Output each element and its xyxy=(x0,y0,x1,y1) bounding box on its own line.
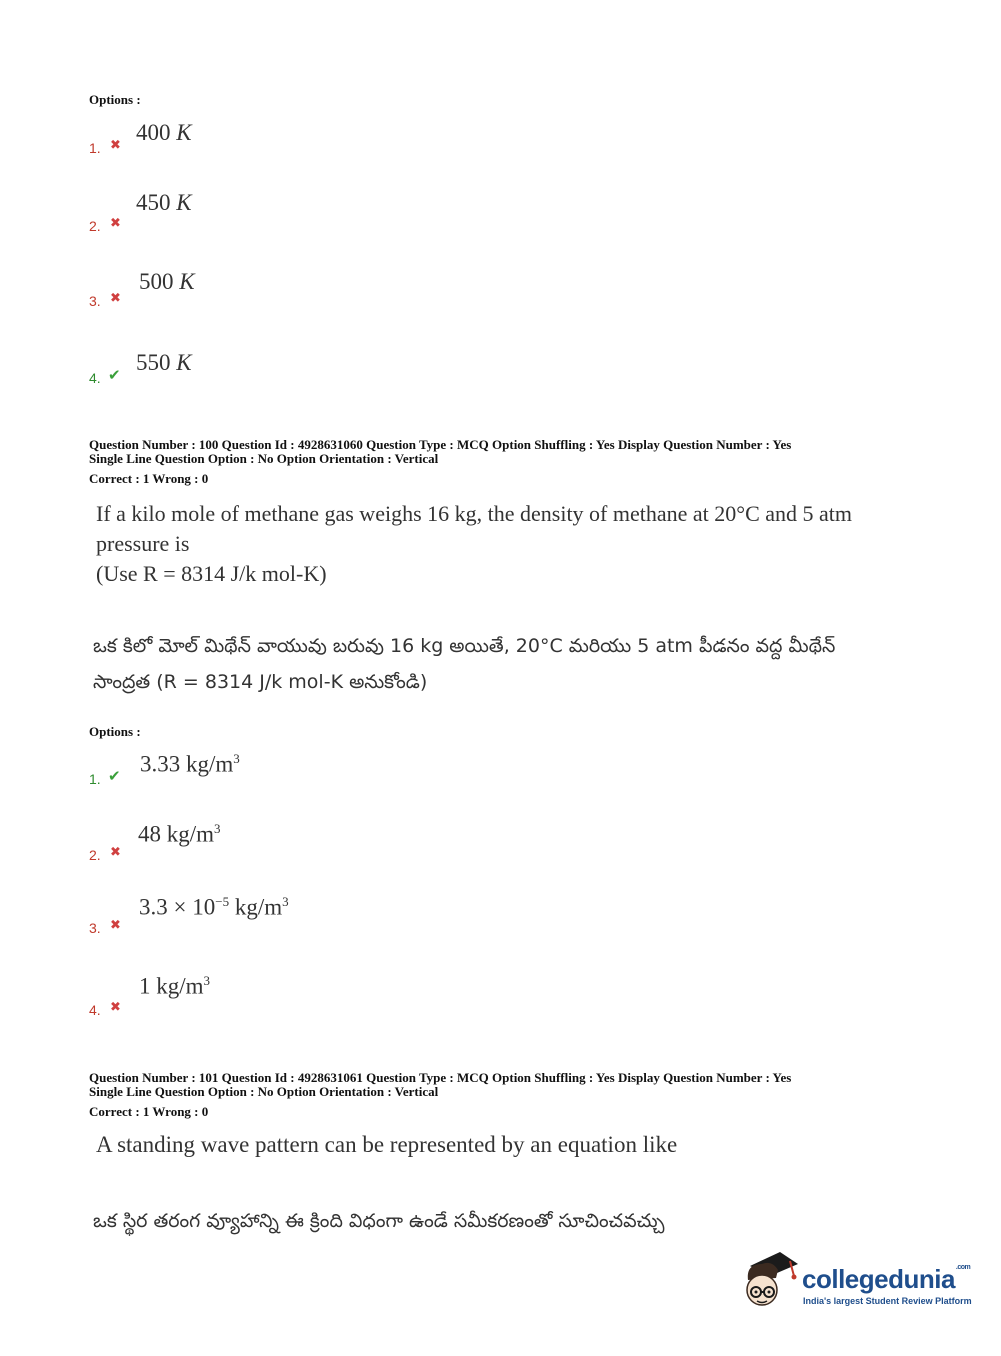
question-score: Correct : 1 Wrong : 0 xyxy=(89,471,209,486)
telugu-line2: సాంద్రత (R = 8314 J/k mol-K అనుకోండి) xyxy=(93,671,428,693)
option-text: 400 K xyxy=(136,120,192,145)
telugu-line1: ఒక కిలో మోల్ మిథేన్ వాయువు బరువు 16 kg అయితే, 20°C మరియు 5 atm పీడనం వద్ద మీథేన్ xyxy=(93,635,836,657)
option-text: 1 $kg/m^3$ xyxy=(139,973,211,999)
option-number: 2. xyxy=(89,847,101,863)
wrong-mark-icon: ✖ xyxy=(110,918,121,933)
option-number: 1. xyxy=(89,771,101,787)
logo-tagline: India's largest Student Review Platform xyxy=(803,1296,972,1306)
question-text-telugu: ఒక స్థిర తరంగ వ్యూహాన్ని ఈ క్రింది విధంగా ఉండే సమీకరణంతో సూచించవచ్చు xyxy=(93,1210,665,1232)
question-meta-line1: Question Number : 100 Question Id : 4928631060 Question Type : MCQ Option Shuffling : Yes Display Question Number : Yes xyxy=(89,437,792,452)
wrong-mark-icon: ✖ xyxy=(110,1000,121,1015)
check-mark-icon: ✔ xyxy=(108,366,121,384)
wrong-mark-icon: ✖ xyxy=(110,216,121,231)
option-number: 4. xyxy=(89,370,101,386)
question-score: Correct : 1 Wrong : 0 xyxy=(89,1104,209,1119)
wrong-mark-icon: ✖ xyxy=(110,138,121,153)
question-meta-line2: Single Line Question Option : No Option Orientation : Vertical xyxy=(89,1084,439,1099)
question-text-line1: If a kilo mole of methane gas weighs 16 kg, the density of methane at 20°C and 5 atm xyxy=(96,501,853,526)
question-meta-line2: Single Line Question Option : No Option Orientation : Vertical xyxy=(89,451,439,466)
option-text: $3.3 \times 10^{-5}$ $kg/m^3$ xyxy=(139,894,289,920)
collegedunia-logo xyxy=(740,1250,970,1312)
logo-name: collegedunia xyxy=(802,1264,955,1294)
option-number: 3. xyxy=(89,920,101,936)
options-label: Options : xyxy=(89,92,141,107)
question-text-line3: (Use R = 8314 J/k mol-K) xyxy=(96,561,327,586)
option-text: 500 K xyxy=(139,269,195,294)
option-number: 2. xyxy=(89,218,101,234)
question-meta-line1: Question Number : 101 Question Id : 4928631061 Question Type : MCQ Option Shuffling : Yes Display Question Number : Yes xyxy=(89,1070,792,1085)
wrong-mark-icon: ✖ xyxy=(110,845,121,860)
option-number: 3. xyxy=(89,293,101,309)
option-text: 3.33 $kg/m^3$ xyxy=(140,751,240,777)
check-mark-icon: ✔ xyxy=(108,767,121,785)
wrong-mark-icon: ✖ xyxy=(110,291,121,306)
option-text: 550 K xyxy=(136,350,192,375)
question-text-telugu xyxy=(93,628,835,700)
option-number: 1. xyxy=(89,140,101,156)
question-text-line2: pressure is xyxy=(96,531,190,556)
logo-domain: .com xyxy=(955,1264,971,1271)
option-number: 4. xyxy=(89,1002,101,1018)
question-text xyxy=(96,499,852,589)
question-text-line1: A standing wave pattern can be represented by an equation like xyxy=(96,1132,678,1157)
option-text: 450 K xyxy=(136,190,192,215)
option-text: 48 $kg/m^3$ xyxy=(138,821,221,847)
options-label: Options : xyxy=(89,724,141,739)
mascot-icon xyxy=(740,1250,802,1312)
